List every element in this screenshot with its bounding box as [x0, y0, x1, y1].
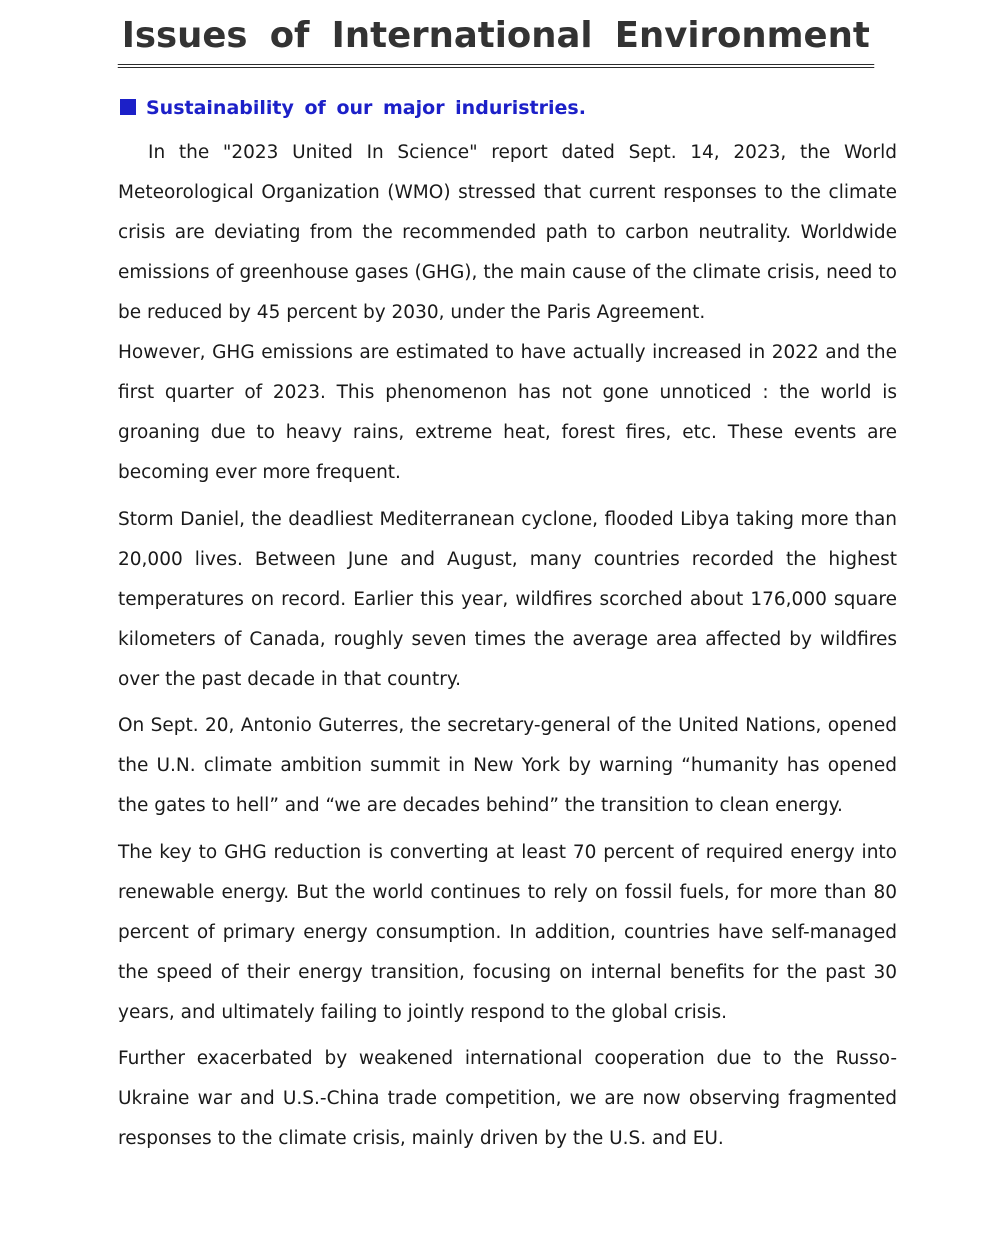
- paragraph: In the "2023 United In Science" report dated Sept. 14, 2023, the World Meteorological Organization (WMO) stressed that current responses to the climate crisis are deviating from the recommended path to carbon neutrality. Worldwide emissions of greenhouse gases (GHG), the main cause of the climate crisis, need to be reduced by 45 percent by 2030, under the Paris Agreement.: [118, 142, 897, 323]
- paragraph: However, GHG emissions are estimated to have actually increased in 2022 and the first quarter of 2023. This phenomenon has not gone unnoticed : the world is groaning due to heavy rains, extreme heat, forest fires, etc. These events are becoming ever more frequent.: [118, 342, 897, 483]
- section-heading: [120, 94, 586, 122]
- paragraph: Storm Daniel, the deadliest Mediterranean cyclone, flooded Libya taking more than 20,000 lives. Between June and August, many countries recorded the highest temperatures on record. Earlier this year, wildfires scorched about 176,000 square kilometers of Canada, roughly seven times the average area affected by wildfires over the past decade in that country.: [118, 508, 897, 690]
- paragraph: Further exacerbated by weakened international cooperation due to the Russo-Ukraine war and U.S.-China trade competition, we are now observing fragmented responses to the climate crisis, mainly driven by the U.S. and EU.: [118, 1048, 897, 1149]
- paragraph: On Sept. 20, Antonio Guterres, the secretary-general of the United Nations, opened the U.N. climate ambition summit in New York by warning “humanity has opened the gates to hell” and “we are decades behind” the transition to clean energy.: [118, 715, 897, 816]
- title-container: [0, 14, 992, 68]
- section-heading-text: Sustainability of our major induristries.: [146, 97, 586, 119]
- body-text: [118, 133, 897, 1166]
- square-bullet-icon: [120, 99, 136, 115]
- page-title: Issues of International Environment: [118, 14, 874, 68]
- paragraph: The key to GHG reduction is converting at least 70 percent of required energy into renewable energy. But the world continues to rely on fossil fuels, for more than 80 percent of primary energy consumption. In addition, countries have self-managed the speed of their energy transition, focusing on internal benefits for the past 30 years, and ultimately failing to jointly respond to the global crisis.: [118, 841, 897, 1023]
